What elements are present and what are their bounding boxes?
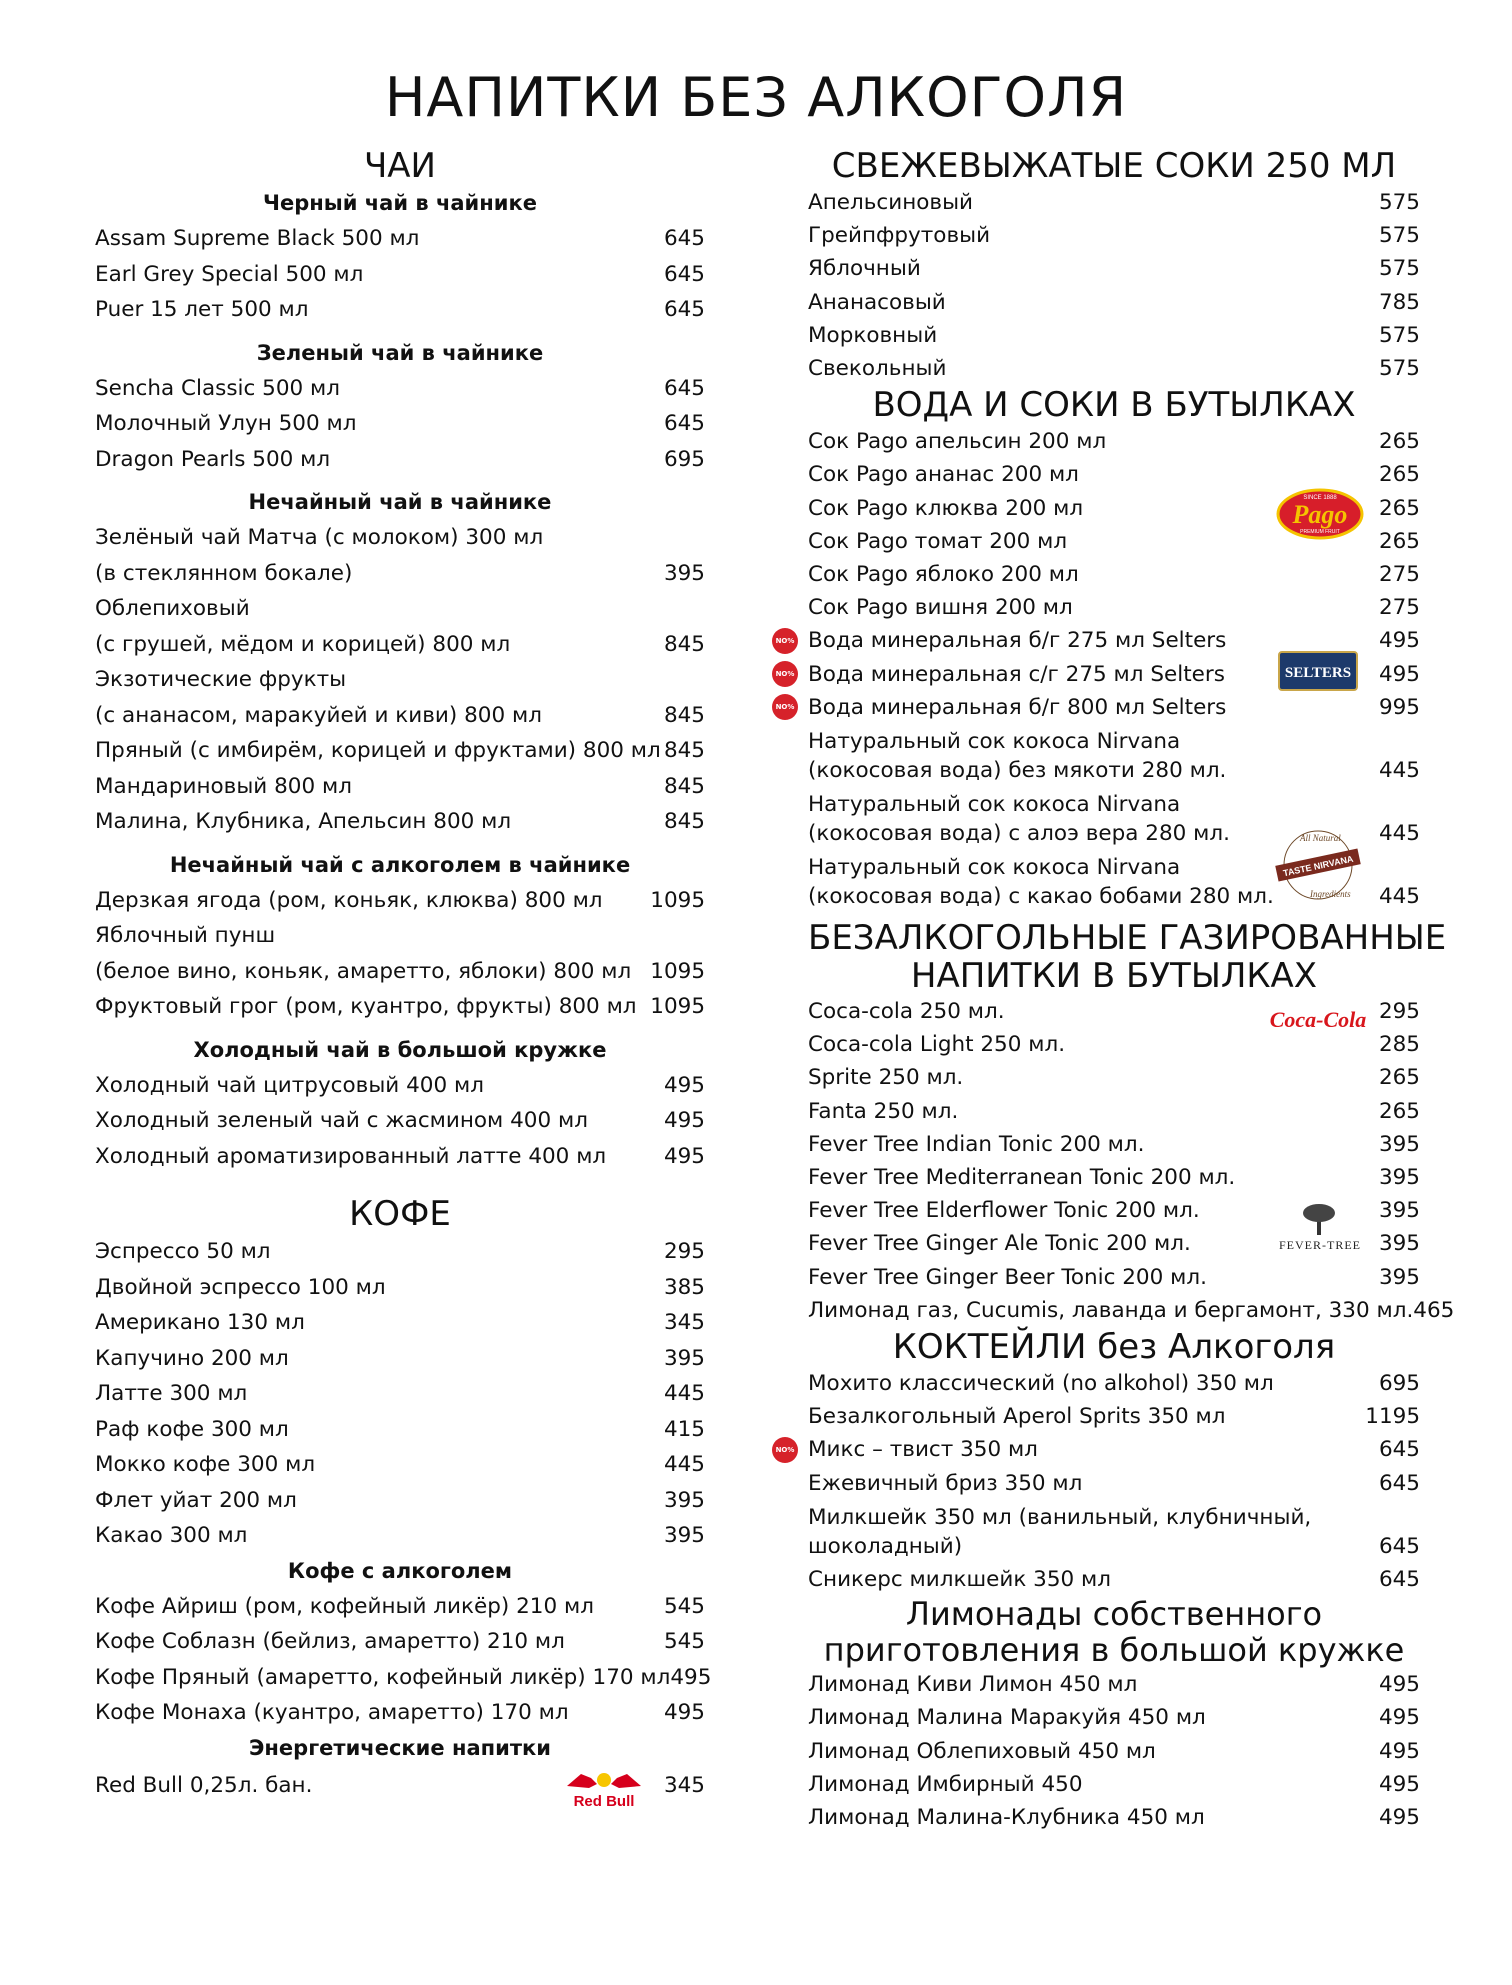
item-price: 495 bbox=[1378, 1672, 1420, 1698]
list-fresh bbox=[808, 186, 1420, 385]
item-price: 645 bbox=[663, 226, 705, 251]
subsection-energy: Энергетические напитки bbox=[249, 1735, 551, 1760]
item-name: Сок Pago томат 200 мл bbox=[808, 528, 1068, 554]
menu-item bbox=[808, 1095, 1420, 1128]
menu-item bbox=[95, 1766, 705, 1810]
item-price: 845 bbox=[663, 738, 705, 763]
item-price: 645 bbox=[663, 375, 705, 401]
item-price: 995 bbox=[1378, 694, 1420, 720]
section-title-fresh: СВЕЖЕВЫЖАТЫЕ СОКИ 250 МЛ bbox=[831, 146, 1397, 186]
menu-item bbox=[95, 1068, 705, 1104]
item-name: Сок Pago клюква 200 мл bbox=[808, 495, 1084, 521]
item-price: 645 bbox=[1378, 1437, 1420, 1463]
item-price: 445 bbox=[1378, 884, 1420, 910]
menu-item bbox=[808, 492, 1420, 525]
item-price: 265 bbox=[1378, 1098, 1420, 1124]
svg-text:FEVER-TREE: FEVER-TREE bbox=[1279, 1238, 1361, 1253]
menu-item bbox=[775, 691, 1420, 724]
menu-item bbox=[95, 1695, 705, 1731]
item-price: 265 bbox=[1378, 495, 1420, 521]
item-name: Яблочный bbox=[808, 256, 921, 282]
item-price: 415 bbox=[663, 1416, 705, 1442]
item-name-detail: (кокосовая вода) без мякоти 280 мл. bbox=[808, 758, 1227, 784]
item-name: Кофе Монаха (куантро, амаретто) 170 мл bbox=[95, 1700, 569, 1725]
menu-item bbox=[95, 1660, 712, 1696]
item-name: Холодный чай цитрусовый 400 мл bbox=[95, 1072, 484, 1098]
item-price: 645 bbox=[663, 261, 705, 287]
item-price: 495 bbox=[1378, 1771, 1420, 1797]
item-name: Флет уйат 200 мл bbox=[95, 1487, 297, 1513]
no-sugar-badge: NO% bbox=[772, 1437, 798, 1463]
item-name: Сок Pago вишня 200 мл bbox=[808, 595, 1073, 621]
menu-item bbox=[95, 1305, 705, 1341]
item-name-detail: (белое вино, коньяк, амаретто, яблоки) 800 мл bbox=[95, 958, 632, 984]
list-green-tea bbox=[95, 371, 705, 478]
no-sugar-badge: NO% bbox=[772, 661, 798, 687]
item-name: Вода минеральная с/г 275 мл Selters bbox=[808, 661, 1225, 687]
item-price: 845 bbox=[663, 702, 705, 728]
item-price: 345 bbox=[663, 1310, 705, 1335]
item-name: Red Bull 0,25л. бан. bbox=[95, 1772, 313, 1798]
menu-item bbox=[808, 787, 1420, 850]
section-title-coffee: КОФЕ bbox=[349, 1194, 451, 1234]
item-price: 495 bbox=[663, 1108, 705, 1133]
item-price: 495 bbox=[670, 1664, 712, 1690]
item-name: Кофе Соблазн (бейлиз, амаретто) 210 мл bbox=[95, 1629, 565, 1654]
item-name: Сникерс милкшейк 350 мл bbox=[808, 1566, 1112, 1592]
menu-item bbox=[95, 1270, 705, 1306]
menu-item bbox=[95, 769, 705, 805]
item-name: Ананасовый bbox=[808, 289, 946, 315]
section-title-tea: ЧАИ bbox=[363, 146, 436, 186]
item-name: Апельсиновый bbox=[808, 190, 974, 215]
item-name: Fever Tree Elderflower Tonic 200 мл. bbox=[808, 1198, 1200, 1224]
item-price: 295 bbox=[1378, 999, 1420, 1025]
section-title-mocktails: КОКТЕЙЛИ без Алкоголя bbox=[892, 1327, 1336, 1368]
item-name: Fever Tree Ginger Ale Tonic 200 мл. bbox=[808, 1231, 1191, 1257]
item-price: 495 bbox=[663, 1072, 705, 1098]
menu-item bbox=[95, 1624, 705, 1660]
menu-item bbox=[808, 186, 1420, 219]
item-name: Грейпфрутовый bbox=[808, 223, 991, 249]
list-alco-tea bbox=[95, 883, 705, 1025]
list-bottled bbox=[775, 425, 1420, 913]
item-name: Мокко кофе 300 мл bbox=[95, 1452, 316, 1477]
item-price: 645 bbox=[1378, 1470, 1420, 1496]
menu-item bbox=[95, 883, 705, 919]
menu-item bbox=[95, 1139, 705, 1175]
item-price: 645 bbox=[663, 297, 705, 322]
item-name: Раф кофе 300 мл bbox=[95, 1416, 289, 1442]
section-title-bottled: ВОДА И СОКИ В БУТЫЛКАХ bbox=[872, 385, 1356, 426]
menu-item bbox=[95, 1483, 705, 1519]
menu-item bbox=[95, 442, 705, 478]
item-name: Молочный Улун 500 мл bbox=[95, 411, 357, 436]
page-title: НАПИТКИ БЕЗ АЛКОГОЛЯ bbox=[384, 66, 1128, 129]
svg-text:Red Bull: Red Bull bbox=[573, 1792, 635, 1810]
item-price: 445 bbox=[663, 1381, 705, 1406]
menu-item bbox=[808, 1701, 1420, 1734]
item-name: Безалкогольный Aperol Sprits 350 мл bbox=[808, 1404, 1226, 1430]
item-name: Капучино 200 мл bbox=[95, 1345, 289, 1371]
item-name: Мохито классический (no alkohol) 350 мл bbox=[808, 1371, 1274, 1397]
menu-item bbox=[808, 1227, 1420, 1260]
item-name: Вода минеральная б/г 275 мл Selters bbox=[808, 628, 1227, 654]
item-price: 1095 bbox=[650, 887, 705, 913]
menu-item bbox=[95, 662, 705, 733]
right-column bbox=[775, 146, 1455, 1834]
subsection-cold-tea: Холодный чай в большой кружке bbox=[193, 1037, 607, 1062]
item-price: 265 bbox=[1378, 528, 1420, 554]
menu-item bbox=[95, 520, 705, 591]
item-name: Ежевичный бриз 350 мл bbox=[808, 1470, 1083, 1496]
menu-item bbox=[808, 1801, 1420, 1834]
menu-item bbox=[95, 221, 705, 257]
item-price: 645 bbox=[663, 411, 705, 436]
item-price: 1095 bbox=[650, 994, 705, 1019]
menu-item bbox=[775, 1433, 1420, 1466]
item-name: Милкшейк 350 мл (ванильный, клубничный, bbox=[808, 1504, 1312, 1530]
item-price: 575 bbox=[1378, 190, 1420, 215]
menu-item bbox=[95, 406, 705, 442]
item-price: 265 bbox=[1378, 1065, 1420, 1091]
menu-item bbox=[808, 1261, 1420, 1294]
item-name: Лимонад газ, Cucumis, лаванда и бергамонт, 330 мл. bbox=[808, 1297, 1414, 1323]
item-name: Сок Pago ананас 200 мл bbox=[808, 462, 1079, 488]
item-name: Сок Pago яблоко 200 мл bbox=[808, 562, 1079, 588]
menu-item bbox=[95, 1376, 705, 1412]
menu-item bbox=[808, 1294, 1455, 1327]
menu-item bbox=[95, 804, 705, 840]
item-price: 395 bbox=[1378, 1231, 1420, 1257]
item-price: 395 bbox=[663, 1487, 705, 1513]
item-price: 445 bbox=[1378, 758, 1420, 784]
item-price: 395 bbox=[663, 1523, 705, 1548]
item-name: Двойной эспрессо 100 мл bbox=[95, 1274, 386, 1300]
menu-item bbox=[808, 352, 1420, 385]
menu-item bbox=[808, 1367, 1420, 1400]
menu-item bbox=[95, 1412, 705, 1448]
item-price: 345 bbox=[663, 1772, 705, 1798]
item-name-detail: (в стеклянном бокале) bbox=[95, 560, 353, 586]
item-name: Fever Tree Ginger Beer Tonic 200 мл. bbox=[808, 1264, 1207, 1290]
item-name: Fever Tree Mediterranean Tonic 200 мл. bbox=[808, 1165, 1236, 1191]
item-price: 645 bbox=[1378, 1566, 1420, 1592]
item-price: 395 bbox=[663, 560, 705, 586]
item-name: Малина, Клубника, Апельсин 800 мл bbox=[95, 809, 512, 834]
item-price: 1095 bbox=[650, 958, 705, 984]
item-name-detail: шоколадный) bbox=[808, 1533, 963, 1559]
item-price: 575 bbox=[1378, 356, 1420, 382]
item-name: Облепиховый bbox=[95, 596, 250, 621]
menu-item bbox=[95, 371, 705, 407]
item-name: Assam Supreme Black 500 мл bbox=[95, 226, 420, 251]
item-price: 445 bbox=[1378, 821, 1420, 847]
svg-text:SELTERS: SELTERS bbox=[1284, 665, 1352, 682]
item-price: 845 bbox=[663, 773, 705, 799]
item-price: 575 bbox=[1378, 256, 1420, 282]
item-name: Fanta 250 мл. bbox=[808, 1098, 959, 1124]
item-name: Сок Pago апельсин 200 мл bbox=[808, 429, 1107, 455]
menu-item bbox=[808, 1061, 1420, 1094]
item-name: Яблочный пунш bbox=[95, 923, 276, 948]
menu-item bbox=[808, 724, 1420, 787]
item-price: 495 bbox=[1378, 1804, 1420, 1830]
item-price: 785 bbox=[1378, 289, 1420, 315]
item-price: 545 bbox=[663, 1629, 705, 1654]
subsection-black-tea: Черный чай в чайнике bbox=[262, 191, 537, 215]
item-price: 695 bbox=[1378, 1371, 1420, 1397]
menu-item bbox=[808, 591, 1420, 624]
menu-item bbox=[808, 1563, 1420, 1596]
item-name: Натуральный сок кокоса Nirvana bbox=[808, 792, 1181, 818]
item-name: Экзотические фрукты bbox=[95, 667, 347, 692]
section-title-lemonades: Лимонады собственного приготовления в большой кружке bbox=[823, 1595, 1405, 1670]
item-price: 845 bbox=[663, 809, 705, 834]
svg-text:Coca-Cola: Coca-Cola bbox=[1269, 1007, 1367, 1033]
menu-item bbox=[95, 989, 705, 1025]
menu-item bbox=[808, 1400, 1420, 1433]
svg-text:TASTE NIRVANA: TASTE NIRVANA bbox=[1282, 853, 1355, 879]
item-name: Sencha Classic 500 мл bbox=[95, 375, 340, 401]
menu-item bbox=[95, 733, 705, 769]
item-name: Зелёный чай Матча (с молоком) 300 мл bbox=[95, 525, 544, 550]
item-price: 695 bbox=[663, 446, 705, 472]
item-name: Американо 130 мл bbox=[95, 1310, 305, 1335]
item-name: Fever Tree Indian Tonic 200 мл. bbox=[808, 1131, 1145, 1157]
menu-item bbox=[808, 995, 1420, 1028]
item-name: Какао 300 мл bbox=[95, 1523, 248, 1548]
list-soda bbox=[808, 995, 1455, 1327]
menu-item bbox=[808, 1194, 1420, 1227]
menu-item bbox=[808, 558, 1420, 591]
list-mocktails bbox=[775, 1367, 1420, 1596]
item-price: 1195 bbox=[1365, 1404, 1420, 1430]
menu-item bbox=[808, 1028, 1420, 1061]
menu-item bbox=[808, 1500, 1420, 1563]
svg-text:SINCE 1888: SINCE 1888 bbox=[1303, 495, 1337, 502]
subsection-herbal-tea: Нечайный чай в чайнике bbox=[248, 490, 552, 514]
menu-item bbox=[95, 591, 705, 662]
item-name: Дерзкая ягода (ром, коньяк, клюква) 800 мл bbox=[95, 887, 603, 913]
item-name: Лимонад Малина Маракуйя 450 мл bbox=[808, 1705, 1206, 1731]
item-name: Мандариновый 800 мл bbox=[95, 773, 352, 799]
menu-item bbox=[808, 1467, 1420, 1500]
subsection-alco-tea: Нечайный чай с алкоголем в чайнике bbox=[169, 852, 631, 877]
item-price: 275 bbox=[1378, 595, 1420, 621]
menu-item bbox=[808, 219, 1420, 252]
menu-item bbox=[95, 1518, 705, 1554]
subsection-green-tea: Зеленый чай в чайнике bbox=[256, 340, 544, 365]
menu-item bbox=[808, 1161, 1420, 1194]
item-name: Эспрессо 50 мл bbox=[95, 1239, 271, 1264]
menu-item bbox=[808, 1668, 1420, 1701]
item-price: 285 bbox=[1378, 1032, 1420, 1058]
item-price: 395 bbox=[1378, 1264, 1420, 1290]
item-name: Puer 15 лет 500 мл bbox=[95, 297, 309, 322]
menu-item bbox=[808, 286, 1420, 319]
subsection-coffee-alco: Кофе с алкоголем bbox=[287, 1558, 513, 1583]
item-price: 465 bbox=[1413, 1297, 1455, 1323]
item-name: Coca-cola Light 250 мл. bbox=[808, 1032, 1066, 1058]
menu-item bbox=[95, 1103, 705, 1139]
menu-item bbox=[808, 1128, 1420, 1161]
item-name: Лимонад Малина-Клубника 450 мл bbox=[808, 1804, 1205, 1830]
menu-item bbox=[808, 1735, 1420, 1768]
menu-item bbox=[775, 624, 1420, 657]
no-sugar-badge: NO% bbox=[772, 694, 798, 720]
item-name: Dragon Pearls 500 мл bbox=[95, 446, 331, 472]
item-price: 395 bbox=[1378, 1131, 1420, 1157]
item-name-detail: (с ананасом, маракуйей и киви) 800 мл bbox=[95, 702, 542, 728]
item-price: 385 bbox=[663, 1274, 705, 1300]
svg-text:All Natural: All Natural bbox=[1300, 833, 1341, 844]
item-name: Латте 300 мл bbox=[95, 1381, 248, 1406]
menu-item bbox=[808, 252, 1420, 285]
item-price: 265 bbox=[1378, 462, 1420, 488]
svg-text:Pago: Pago bbox=[1292, 500, 1348, 530]
list-cold-tea bbox=[95, 1068, 705, 1175]
menu-item bbox=[95, 918, 705, 989]
item-name: Натуральный сок кокоса Nirvana bbox=[808, 729, 1181, 755]
section-title-soda: БЕЗАЛКОГОЛЬНЫЕ ГАЗИРОВАННЫЕ НАПИТКИ В БУТЫЛКАХ bbox=[808, 918, 1447, 997]
item-name: Лимонад Киви Лимон 450 мл bbox=[808, 1672, 1138, 1698]
no-sugar-badge: NO% bbox=[772, 628, 798, 654]
item-price: 495 bbox=[1378, 661, 1420, 687]
item-price: 395 bbox=[1378, 1165, 1420, 1191]
menu-item bbox=[95, 292, 705, 328]
item-name-detail: (с грушей, мёдом и корицей) 800 мл bbox=[95, 631, 511, 657]
menu-item bbox=[808, 458, 1420, 491]
item-price: 495 bbox=[663, 1700, 705, 1725]
item-name: Лимонад Облепиховый 450 мл bbox=[808, 1738, 1156, 1764]
menu-item bbox=[95, 1234, 705, 1270]
item-price: 495 bbox=[1378, 1705, 1420, 1731]
item-name: Вода минеральная б/г 800 мл Selters bbox=[808, 694, 1227, 720]
item-price: 645 bbox=[1378, 1533, 1420, 1559]
item-name-detail: (кокосовая вода) с какао бобами 280 мл. bbox=[808, 884, 1274, 910]
item-price: 495 bbox=[1378, 1738, 1420, 1764]
item-name: Холодный зеленый чай с жасмином 400 мл bbox=[95, 1108, 588, 1133]
item-price: 845 bbox=[663, 631, 705, 657]
list-lemonades bbox=[808, 1668, 1420, 1834]
menu-item bbox=[808, 850, 1420, 913]
redbull-logo bbox=[561, 1764, 647, 1810]
menu-item bbox=[95, 1447, 705, 1483]
item-name: Свекольный bbox=[808, 356, 947, 382]
list-coffee-alco bbox=[95, 1589, 712, 1731]
item-name: Пряный (с имбирём, корицей и фруктами) 800 мл bbox=[95, 738, 661, 763]
item-price: 495 bbox=[663, 1143, 705, 1169]
item-name: Earl Grey Special 500 мл bbox=[95, 261, 364, 287]
menu-item bbox=[95, 1589, 705, 1625]
item-price: 495 bbox=[1378, 628, 1420, 654]
list-energy bbox=[95, 1766, 705, 1810]
menu-item bbox=[775, 658, 1420, 691]
item-name: Sprite 250 мл. bbox=[808, 1065, 964, 1091]
item-name: Coca-cola 250 мл. bbox=[808, 999, 1005, 1025]
menu-item bbox=[808, 425, 1420, 458]
svg-text:PREMIUM FRUIT: PREMIUM FRUIT bbox=[1300, 529, 1340, 536]
item-price: 445 bbox=[663, 1452, 705, 1477]
item-price: 395 bbox=[1378, 1198, 1420, 1224]
item-price: 575 bbox=[1378, 322, 1420, 348]
left-column bbox=[95, 146, 712, 1810]
list-black-tea bbox=[95, 221, 705, 328]
item-name-detail: (кокосовая вода) с алоэ вера 280 мл. bbox=[808, 821, 1230, 847]
menu-item bbox=[808, 1768, 1420, 1801]
list-coffee bbox=[95, 1234, 705, 1554]
item-price: 545 bbox=[663, 1593, 705, 1619]
item-price: 395 bbox=[663, 1345, 705, 1371]
item-name: Холодный ароматизированный латте 400 мл bbox=[95, 1143, 607, 1169]
menu-item bbox=[95, 1341, 705, 1377]
item-name: Микс – твист 350 мл bbox=[808, 1437, 1038, 1463]
item-name: Лимонад Имбирный 450 bbox=[808, 1771, 1083, 1797]
item-price: 295 bbox=[663, 1239, 705, 1264]
item-name: Натуральный сок кокоса Nirvana bbox=[808, 855, 1181, 881]
menu-item bbox=[95, 257, 705, 293]
menu-item bbox=[808, 319, 1420, 352]
svg-text:Ingredients: Ingredients bbox=[1310, 889, 1351, 900]
item-name: Морковный bbox=[808, 322, 938, 348]
item-price: 575 bbox=[1378, 223, 1420, 249]
item-price: 275 bbox=[1378, 562, 1420, 588]
item-name: Фруктовый грог (ром, куантро, фрукты) 800 мл bbox=[95, 994, 637, 1019]
item-name: Кофе Пряный (амаретто, кофейный ликёр) 170 мл bbox=[95, 1664, 671, 1690]
item-price: 265 bbox=[1378, 429, 1420, 455]
list-herbal-tea bbox=[95, 520, 705, 840]
menu-item bbox=[808, 525, 1420, 558]
item-name: Кофе Айриш (ром, кофейный ликёр) 210 мл bbox=[95, 1593, 594, 1619]
